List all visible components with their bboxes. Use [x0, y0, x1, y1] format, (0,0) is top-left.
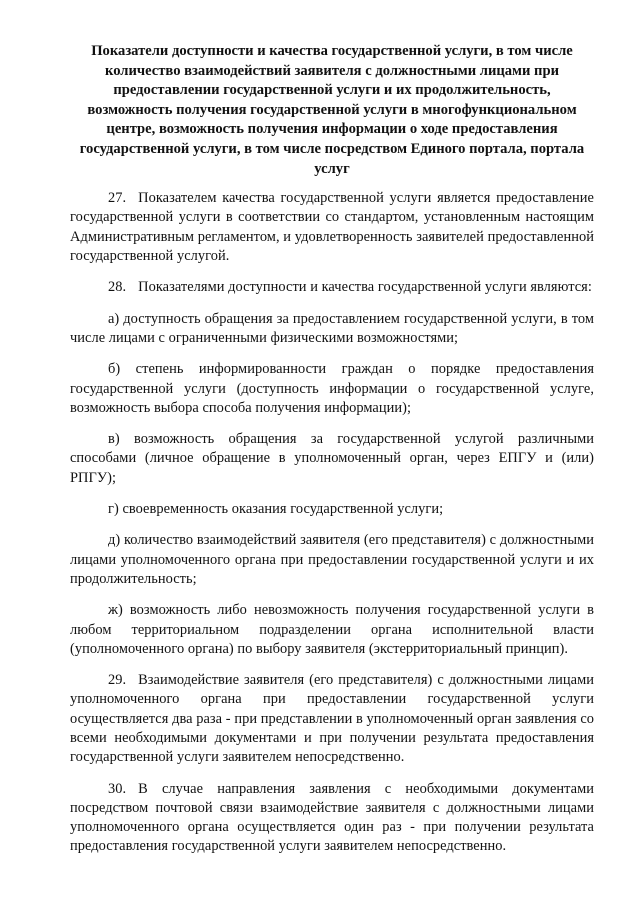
paragraph-number: 28. [108, 279, 127, 296]
paragraph-number: 29. [108, 672, 127, 689]
paragraph-number: 27. [108, 190, 127, 207]
paragraph-27 [70, 189, 594, 266]
document-page [70, 42, 594, 869]
section-heading: Показатели доступности и качества государственной услуги, в том числе количество взаимодействий заявителя с должностными лицами при предоставлении государственной услуги и их продолжительность, возможность получения государственной услуги в многофункциональном центре, возможность получения информации о ходе предоставления государственной услуги, в том числе посредством Единого портала, портала услуг [79, 43, 585, 177]
paragraph-text: Показателями доступности и качества государственной услуги являются: [138, 279, 592, 296]
paragraph-number: 30. [108, 780, 127, 797]
paragraph-30 [70, 780, 594, 857]
paragraph-text: Взаимодействие заявителя (его представителя) с должностными лицами уполномоченного органа при предоставлении государственной услуги осуществляется два раза - при представлении в уполномоченный орган заявления со всеми необходимыми документами и при получении результата предоставления государственной услуги заявителем непосредственно. [70, 672, 594, 766]
paragraph-28 [70, 278, 594, 297]
list-item-v: в) возможность обращения за государственной услугой различными способами (личное обращение в уполномоченный орган, через ЕПГУ и (или) РПГУ); [70, 431, 594, 486]
paragraph-text: Показателем качества государственной услуги является предоставление государственной услуги в соответствии со стандартом, установленным настоящим Административным регламентом, и удовлетворенность заявителей предоставленной государственной услугой. [70, 190, 594, 265]
list-item-a: а) доступность обращения за предоставлением государственной услуги, в том числе лицами с ограниченными физическими возможностями; [70, 310, 594, 346]
list-item-b: б) степень информированности граждан о порядке предоставления государственной услуги (доступность информации о государственной услуге, возможность выбора способа получения информации); [70, 361, 594, 416]
list-item-g: г) своевременность оказания государственной услуги; [108, 501, 444, 518]
paragraph-text: В случае направления заявления с необходимыми документами посредством почтовой связи взаимодействие заявителя с должностными лицами уполномоченного органа осуществляется один раз - при получении результата предоставления государственной услуги заявителем непосредственно. [70, 780, 594, 855]
paragraph-29 [70, 671, 594, 767]
list-item-zh: ж) возможность либо невозможность получения государственной услуги в любом территориальном подразделении органа исполнительной власти (уполномоченного органа) по выбору заявителя (экстерриториальный принцип). [70, 602, 594, 657]
list-item-d: д) количество взаимодействий заявителя (его представителя) с должностными лицами уполномоченного органа при предоставлении государственной услуги и их продолжительность; [70, 532, 594, 587]
